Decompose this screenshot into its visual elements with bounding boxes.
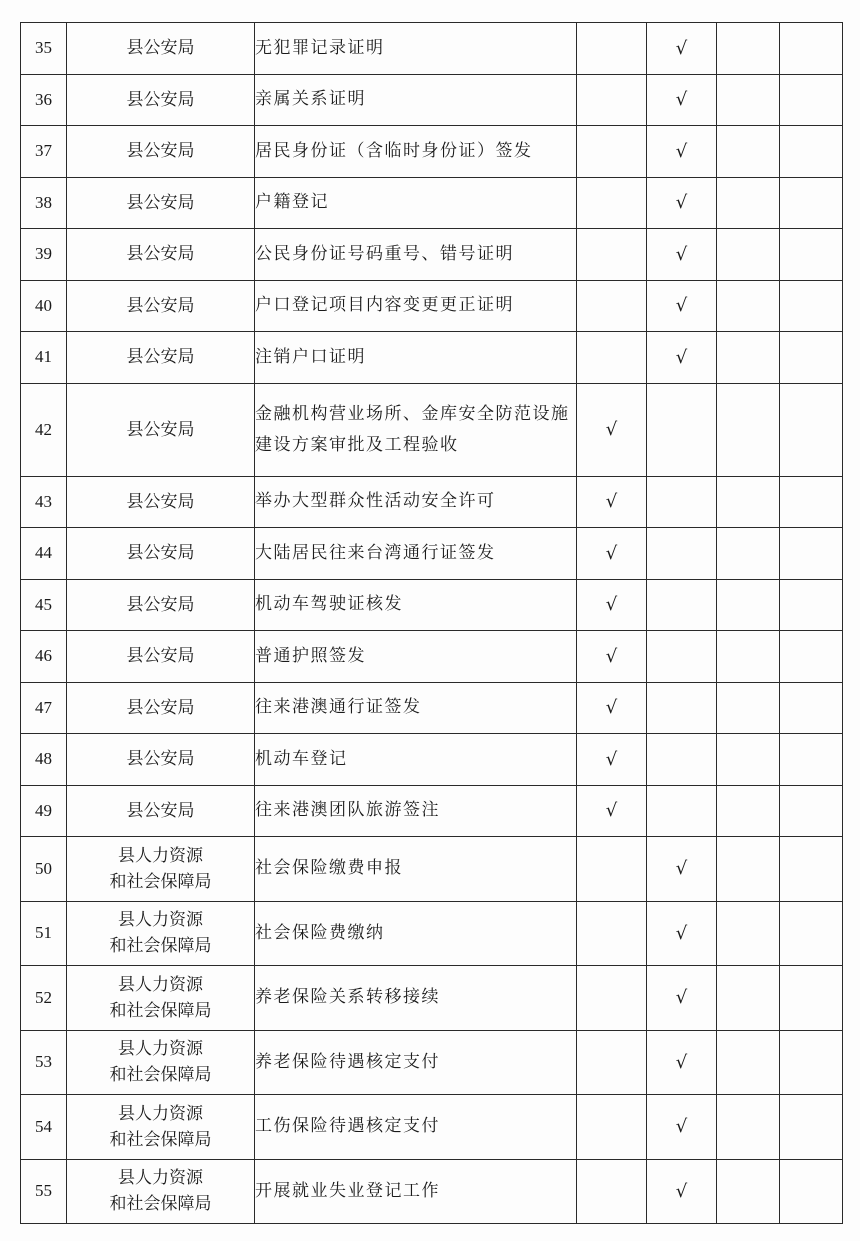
service-item: 举办大型群众性活动安全许可 xyxy=(255,476,577,528)
department-name: 县公安局 xyxy=(126,543,195,564)
service-item: 往来港澳通行证签发 xyxy=(255,682,577,734)
check-cell-col-d xyxy=(780,785,843,837)
check-cell-col-a xyxy=(577,74,647,126)
check-cell-col-c xyxy=(717,280,780,332)
check-cell-col-d xyxy=(780,126,843,178)
row-number: 38 xyxy=(21,177,67,229)
services-table xyxy=(20,22,843,1224)
department-cell xyxy=(67,476,255,528)
check-cell-col-a xyxy=(577,1095,647,1160)
check-cell-col-d xyxy=(780,1159,843,1224)
department-cell xyxy=(67,901,255,966)
service-item: 社会保险费缴纳 xyxy=(255,901,577,966)
service-item: 注销户口证明 xyxy=(255,332,577,384)
department-cell xyxy=(67,1159,255,1224)
department-cell xyxy=(67,1095,255,1160)
service-item: 居民身份证（含临时身份证）签发 xyxy=(255,126,577,178)
table-row xyxy=(21,332,843,384)
check-cell-col-b: √ xyxy=(647,229,717,281)
check-cell-col-a: √ xyxy=(577,734,647,786)
check-cell-col-d xyxy=(780,579,843,631)
department-cell xyxy=(67,280,255,332)
check-cell-col-c xyxy=(717,631,780,683)
department-name: 县公安局 xyxy=(126,491,195,512)
row-number: 55 xyxy=(21,1159,67,1224)
table-row xyxy=(21,579,843,631)
check-cell-col-d xyxy=(780,229,843,281)
check-cell-col-d xyxy=(780,528,843,580)
check-cell-col-c xyxy=(717,229,780,281)
department-name: 县人力资源 xyxy=(118,974,203,995)
service-item: 公民身份证号码重号、错号证明 xyxy=(255,229,577,281)
department-cell xyxy=(67,177,255,229)
department-name: 县公安局 xyxy=(126,697,195,718)
table-row xyxy=(21,682,843,734)
check-cell-col-d xyxy=(780,74,843,126)
check-cell-col-b xyxy=(647,682,717,734)
table-row xyxy=(21,528,843,580)
check-cell-col-c xyxy=(717,126,780,178)
check-cell-col-c xyxy=(717,682,780,734)
check-cell-col-b xyxy=(647,528,717,580)
department-name: 县公安局 xyxy=(126,295,195,316)
row-number: 53 xyxy=(21,1030,67,1095)
service-item: 无犯罪记录证明 xyxy=(255,23,577,75)
check-cell-col-c xyxy=(717,734,780,786)
department-name: 县公安局 xyxy=(126,646,195,667)
row-number: 43 xyxy=(21,476,67,528)
department-name: 县公安局 xyxy=(126,192,195,213)
check-cell-col-c xyxy=(717,177,780,229)
check-cell-col-b xyxy=(647,476,717,528)
service-item: 户籍登记 xyxy=(255,177,577,229)
check-cell-col-c xyxy=(717,785,780,837)
department-name: 县公安局 xyxy=(126,419,195,440)
row-number: 41 xyxy=(21,332,67,384)
row-number: 48 xyxy=(21,734,67,786)
department-cell xyxy=(67,332,255,384)
check-cell-col-b: √ xyxy=(647,332,717,384)
row-number: 52 xyxy=(21,966,67,1031)
check-cell-col-a: √ xyxy=(577,631,647,683)
check-cell-col-b: √ xyxy=(647,1159,717,1224)
row-number: 51 xyxy=(21,901,67,966)
service-item: 工伤保险待遇核定支付 xyxy=(255,1095,577,1160)
service-item: 机动车登记 xyxy=(255,734,577,786)
table-row xyxy=(21,383,843,476)
check-cell-col-a xyxy=(577,332,647,384)
service-item: 户口登记项目内容变更更正证明 xyxy=(255,280,577,332)
check-cell-col-c xyxy=(717,528,780,580)
department-name: 县公安局 xyxy=(126,749,195,770)
check-cell-col-a xyxy=(577,901,647,966)
check-cell-col-a: √ xyxy=(577,785,647,837)
service-item: 普通护照签发 xyxy=(255,631,577,683)
department-cell xyxy=(67,785,255,837)
table-row xyxy=(21,901,843,966)
check-cell-col-d xyxy=(780,280,843,332)
check-cell-col-b xyxy=(647,785,717,837)
check-cell-col-d xyxy=(780,734,843,786)
department-cell xyxy=(67,579,255,631)
check-cell-col-b: √ xyxy=(647,280,717,332)
department-name: 县公安局 xyxy=(126,89,195,110)
department-cell xyxy=(67,74,255,126)
check-cell-col-a xyxy=(577,229,647,281)
check-cell-col-a: √ xyxy=(577,579,647,631)
row-number: 49 xyxy=(21,785,67,837)
check-cell-col-b xyxy=(647,734,717,786)
department-cell xyxy=(67,383,255,476)
row-number: 35 xyxy=(21,23,67,75)
table-row xyxy=(21,177,843,229)
row-number: 37 xyxy=(21,126,67,178)
check-cell-col-b: √ xyxy=(647,23,717,75)
department-cell xyxy=(67,734,255,786)
department-name: 县人力资源 xyxy=(118,910,203,931)
check-cell-col-d xyxy=(780,966,843,1031)
department-name: 和社会保障局 xyxy=(109,1065,212,1086)
check-cell-col-c xyxy=(717,383,780,476)
department-cell xyxy=(67,837,255,902)
check-cell-col-a xyxy=(577,177,647,229)
row-number: 46 xyxy=(21,631,67,683)
check-cell-col-c xyxy=(717,1030,780,1095)
check-cell-col-b: √ xyxy=(647,177,717,229)
check-cell-col-a xyxy=(577,126,647,178)
check-cell-col-a xyxy=(577,1030,647,1095)
check-cell-col-b xyxy=(647,631,717,683)
department-cell xyxy=(67,23,255,75)
check-cell-col-d xyxy=(780,23,843,75)
table-row xyxy=(21,1095,843,1160)
row-number: 36 xyxy=(21,74,67,126)
department-name: 县公安局 xyxy=(126,347,195,368)
department-name: 县人力资源 xyxy=(118,845,203,866)
row-number: 40 xyxy=(21,280,67,332)
check-cell-col-c xyxy=(717,966,780,1031)
table-row xyxy=(21,1159,843,1224)
department-name: 县公安局 xyxy=(126,800,195,821)
check-cell-col-a xyxy=(577,966,647,1031)
check-cell-col-b: √ xyxy=(647,1095,717,1160)
check-cell-col-d xyxy=(780,901,843,966)
department-name: 和社会保障局 xyxy=(109,871,212,892)
check-cell-col-c xyxy=(717,1095,780,1160)
service-item: 亲属关系证明 xyxy=(255,74,577,126)
row-number: 54 xyxy=(21,1095,67,1160)
department-cell xyxy=(67,126,255,178)
department-cell xyxy=(67,1030,255,1095)
check-cell-col-b: √ xyxy=(647,901,717,966)
department-name: 和社会保障局 xyxy=(109,1194,212,1215)
check-cell-col-a: √ xyxy=(577,476,647,528)
department-name: 县人力资源 xyxy=(118,1039,203,1060)
check-cell-col-b: √ xyxy=(647,966,717,1031)
check-cell-col-c xyxy=(717,837,780,902)
table-row xyxy=(21,229,843,281)
check-cell-col-a xyxy=(577,1159,647,1224)
department-name: 县人力资源 xyxy=(118,1103,203,1124)
department-name: 县公安局 xyxy=(126,594,195,615)
row-number: 44 xyxy=(21,528,67,580)
check-cell-col-d xyxy=(780,177,843,229)
row-number: 42 xyxy=(21,383,67,476)
table-row xyxy=(21,837,843,902)
service-item: 开展就业失业登记工作 xyxy=(255,1159,577,1224)
table-row xyxy=(21,476,843,528)
check-cell-col-b: √ xyxy=(647,74,717,126)
department-cell xyxy=(67,966,255,1031)
check-cell-col-c xyxy=(717,74,780,126)
check-cell-col-c xyxy=(717,579,780,631)
table-row xyxy=(21,734,843,786)
department-name: 县人力资源 xyxy=(118,1168,203,1189)
check-cell-col-a xyxy=(577,280,647,332)
department-cell xyxy=(67,682,255,734)
department-name: 和社会保障局 xyxy=(109,1000,212,1021)
row-number: 39 xyxy=(21,229,67,281)
service-item: 机动车驾驶证核发 xyxy=(255,579,577,631)
check-cell-col-d xyxy=(780,332,843,384)
check-cell-col-c xyxy=(717,332,780,384)
service-item: 金融机构营业场所、金库安全防范设施建设方案审批及工程验收 xyxy=(255,383,577,476)
check-cell-col-d xyxy=(780,631,843,683)
check-cell-col-a: √ xyxy=(577,383,647,476)
check-cell-col-a xyxy=(577,837,647,902)
service-item: 大陆居民往来台湾通行证签发 xyxy=(255,528,577,580)
check-cell-col-a: √ xyxy=(577,682,647,734)
row-number: 50 xyxy=(21,837,67,902)
row-number: 47 xyxy=(21,682,67,734)
table-row xyxy=(21,280,843,332)
department-cell xyxy=(67,528,255,580)
check-cell-col-b: √ xyxy=(647,837,717,902)
table-row xyxy=(21,23,843,75)
table-body xyxy=(21,23,843,1224)
service-item: 往来港澳团队旅游签注 xyxy=(255,785,577,837)
check-cell-col-d xyxy=(780,383,843,476)
check-cell-col-b: √ xyxy=(647,126,717,178)
check-cell-col-a xyxy=(577,23,647,75)
check-cell-col-d xyxy=(780,837,843,902)
check-cell-col-d xyxy=(780,1095,843,1160)
row-number: 45 xyxy=(21,579,67,631)
service-item: 养老保险待遇核定支付 xyxy=(255,1030,577,1095)
check-cell-col-d xyxy=(780,682,843,734)
table-row xyxy=(21,631,843,683)
check-cell-col-c xyxy=(717,476,780,528)
check-cell-col-b xyxy=(647,383,717,476)
department-cell xyxy=(67,229,255,281)
service-item: 社会保险缴费申报 xyxy=(255,837,577,902)
table-row xyxy=(21,74,843,126)
check-cell-col-d xyxy=(780,1030,843,1095)
check-cell-col-d xyxy=(780,476,843,528)
table-row xyxy=(21,966,843,1031)
check-cell-col-a: √ xyxy=(577,528,647,580)
check-cell-col-c xyxy=(717,1159,780,1224)
table-row xyxy=(21,1030,843,1095)
service-item: 养老保险关系转移接续 xyxy=(255,966,577,1031)
check-cell-col-c xyxy=(717,901,780,966)
check-cell-col-b: √ xyxy=(647,1030,717,1095)
check-cell-col-b xyxy=(647,579,717,631)
table-row xyxy=(21,785,843,837)
department-name: 县公安局 xyxy=(126,38,195,59)
check-cell-col-c xyxy=(717,23,780,75)
department-cell xyxy=(67,631,255,683)
table-row xyxy=(21,126,843,178)
department-name: 县公安局 xyxy=(126,244,195,265)
department-name: 和社会保障局 xyxy=(109,936,212,957)
department-name: 县公安局 xyxy=(126,141,195,162)
department-name: 和社会保障局 xyxy=(109,1129,212,1150)
